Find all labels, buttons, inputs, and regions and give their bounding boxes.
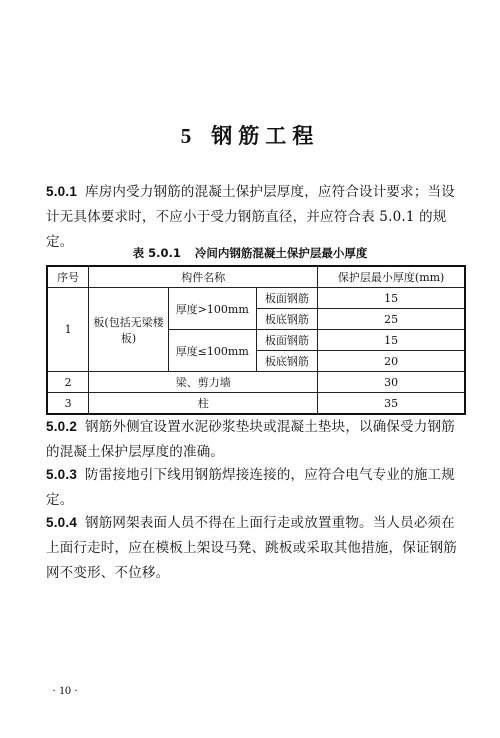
row1-condition-1: 厚度>100mm [168,288,256,330]
chapter-number: 5 [180,124,198,148]
header-member: 构件名称 [89,266,318,288]
clause-number: 5.0.2 [46,419,78,434]
clause-number: 5.0.3 [46,467,78,482]
page-number: · 10 · [52,683,78,697]
clause-5-0-3 [46,462,466,513]
table-title: 冷间内钢筋混凝土保护层最小厚度 [194,246,368,260]
row1-position: 板底钢筋 [256,351,318,372]
chapter-name: 钢筋工程 [211,123,320,148]
header-seq: 序号 [47,266,89,288]
clause-number: 5.0.4 [46,515,78,530]
row1-condition-2: 厚度≤100mm [168,330,256,372]
table-header-row [47,266,465,288]
row1-value: 20 [318,351,465,372]
clause-text: 防雷接地引下线用钢筋焊接连接的，应符合电气专业的施工规定。 [46,467,455,508]
row1-seq: 1 [47,288,89,372]
row2-seq: 2 [47,372,89,393]
row1-member: 板(包括无梁楼板) [89,288,169,372]
clause-text: 库房内受力钢筋的混凝土保护层厚度，应符合设计要求；当设计无具体要求时，不应小于受力钢筋直径，并应符合表 5.0.1 的规定。 [46,184,455,250]
row1-value: 15 [318,330,465,351]
row1-value: 25 [318,309,465,330]
chapter-title [0,120,500,150]
row3-seq: 3 [47,393,89,415]
row2-member: 梁、剪力墙 [89,372,318,393]
clause-text: 钢筋网架表面人员不得在上面行走或放置重物。当人员必须在上面行走时，应在模板上架设马凳、跳板或采取其他措施，保证钢筋网不变形、不位移。 [46,515,457,581]
row1-position: 板面钢筋 [256,330,318,351]
clause-5-0-2 [46,414,466,465]
row3-member: 柱 [89,393,318,415]
row3-value: 35 [318,393,465,415]
clause-5-0-1 [46,179,466,255]
row1-position: 板底钢筋 [256,309,318,330]
clause-text: 钢筋外侧宜设置水泥砂浆垫块或混凝土垫块，以确保受力钢筋的混凝土保护层厚度的准确。 [46,419,455,460]
clause-number: 5.0.1 [46,184,78,199]
clause-5-0-4 [46,510,466,586]
table-row [47,393,465,415]
row1-position: 板面钢筋 [256,288,318,309]
table-row [47,288,465,309]
row1-value: 15 [318,288,465,309]
table-number: 表 5.0.1 [132,246,181,260]
row2-value: 30 [318,372,465,393]
cover-thickness-table [46,265,466,415]
table-row [47,372,465,393]
table-caption [0,245,500,261]
header-thickness: 保护层最小厚度(mm) [318,266,465,288]
